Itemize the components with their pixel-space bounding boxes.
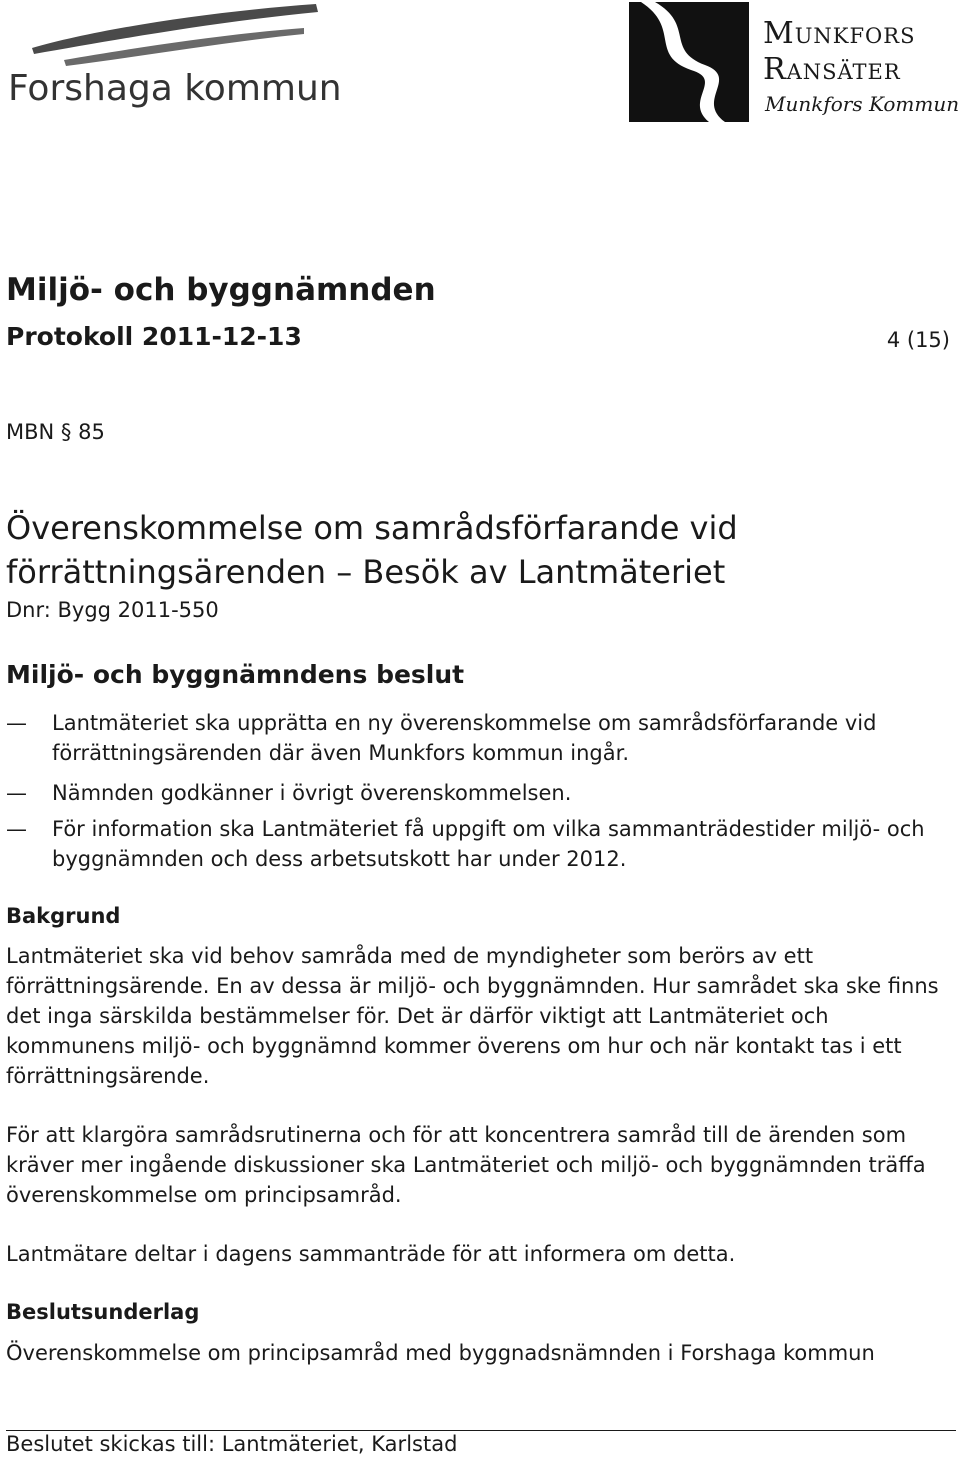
committee-heading: Miljö- och byggnämnden	[6, 272, 436, 308]
case-number: Dnr: Bygg 2011-550	[6, 598, 219, 622]
decision-item: — Lantmäteriet ska upprätta en ny överenskommelse om samrådsförfarande vid förrättningsärenden där även Munkfors kommun ingår.	[6, 708, 956, 768]
dash-icon: —	[6, 817, 27, 841]
page-number: 4 (15)	[886, 328, 950, 352]
munkfors-emblem-icon	[625, 0, 755, 125]
footer-divider	[6, 1430, 956, 1431]
basis-text: Överenskommelse om principsamråd med byggnadsnämnden i Forshaga kommun	[6, 1341, 875, 1365]
forshaga-logo-text: Forshaga kommun	[8, 68, 342, 109]
dash-icon: —	[6, 711, 27, 735]
munkfors-logo	[625, 0, 960, 125]
forshaga-logo	[4, 0, 344, 115]
background-paragraph: För att klargöra samrådsrutinerna och för att koncentrera samråd till de ärenden som kräver mer ingående diskussioner ska Lantmäteriet och miljö- och byggnämnden träffa överenskommelse om principsamråd.	[6, 1123, 926, 1207]
decision-item: — För information ska Lantmäteriet få uppgift om vilka sammanträdestider miljö- och byggnämnden och dess arbetsutskott har under 2012.	[6, 814, 956, 874]
background-heading: Bakgrund	[6, 904, 121, 928]
forshaga-swoosh-icon	[4, 0, 344, 70]
background-paragraph: Lantmäteriet ska vid behov samråda med de myndigheter som berörs av ett förrättningsärende. En av dessa är miljö- och byggnämnden. Hur samrådet ska ske finns det inga särskilda bestämmelser för. Det är därför viktigt att Lantmäteriet och kommunens miljö- och byggnämnd kommer överens om hur och när kontakt tas i ett förrättningsärende.	[6, 944, 939, 1088]
paragraph-id: MBN § 85	[6, 420, 105, 444]
munkfors-logo-line2: Ransäter	[763, 52, 901, 87]
decision-item: — Nämnden godkänner i övrigt överenskommelsen.	[6, 778, 956, 808]
case-title: Överenskommelse om samrådsförfarande vid förrättningsärenden – Besök av Lantmäteriet	[6, 509, 738, 591]
decision-heading: Miljö- och byggnämndens beslut	[6, 660, 465, 689]
protocol-heading: Protokoll 2011-12-13	[6, 322, 302, 351]
basis-heading: Beslutsunderlag	[6, 1300, 200, 1324]
background-paragraph: Lantmätare deltar i dagens sammanträde för att informera om detta.	[6, 1242, 736, 1266]
munkfors-logo-line3: Munkfors Kommun	[765, 92, 960, 116]
dash-icon: —	[6, 781, 27, 805]
distribution-footer: Beslutet skickas till: Lantmäteriet, Karlstad	[6, 1432, 458, 1456]
munkfors-logo-line1: Munkfors	[763, 16, 916, 51]
